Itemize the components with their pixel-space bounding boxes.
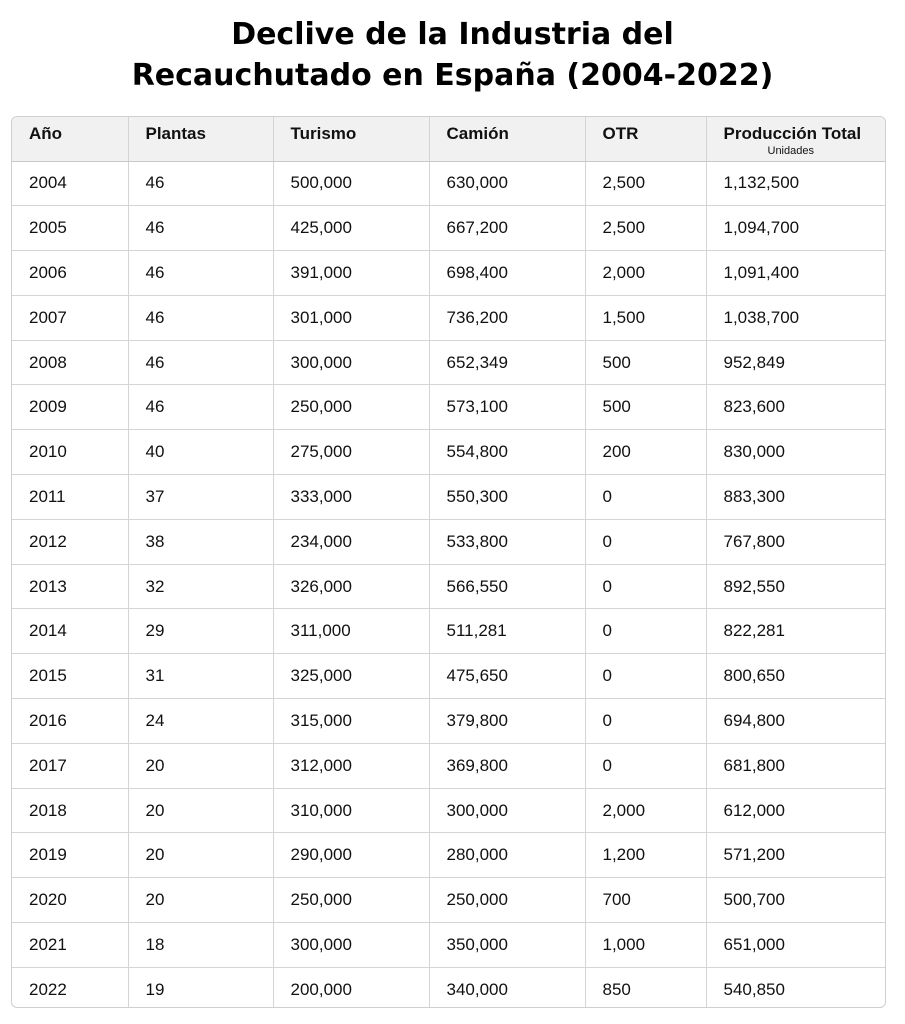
cell-plants: 20	[128, 878, 273, 923]
table-row	[12, 295, 885, 340]
cell-total: 571,200	[706, 833, 885, 878]
cell-plants: 40	[128, 430, 273, 475]
header-camion: Camión	[429, 117, 585, 161]
cell-plants: 24	[128, 699, 273, 744]
cell-year: 2006	[12, 251, 128, 296]
cell-year: 2020	[12, 878, 128, 923]
cell-year: 2015	[12, 654, 128, 699]
table-row	[12, 788, 885, 833]
cell-plants: 32	[128, 564, 273, 609]
table-row	[12, 878, 885, 923]
cell-year: 2016	[12, 699, 128, 744]
cell-otr: 2,500	[585, 206, 706, 251]
cell-total: 1,091,400	[706, 251, 885, 296]
cell-total: 1,094,700	[706, 206, 885, 251]
cell-camion: 736,200	[429, 295, 585, 340]
cell-plants: 38	[128, 519, 273, 564]
cell-plants: 18	[128, 923, 273, 968]
cell-turismo: 250,000	[273, 878, 429, 923]
cell-total: 892,550	[706, 564, 885, 609]
cell-camion: 511,281	[429, 609, 585, 654]
cell-plants: 29	[128, 609, 273, 654]
header-plants: Plantas	[128, 117, 273, 161]
cell-turismo: 391,000	[273, 251, 429, 296]
cell-plants: 46	[128, 340, 273, 385]
table-header	[12, 117, 885, 161]
cell-total: 1,038,700	[706, 295, 885, 340]
cell-turismo: 250,000	[273, 385, 429, 430]
cell-camion: 550,300	[429, 475, 585, 520]
cell-camion: 280,000	[429, 833, 585, 878]
cell-otr: 0	[585, 743, 706, 788]
cell-year: 2005	[12, 206, 128, 251]
table-row	[12, 699, 885, 744]
cell-total: 952,849	[706, 340, 885, 385]
cell-otr: 700	[585, 878, 706, 923]
cell-otr: 500	[585, 340, 706, 385]
cell-total: 540,850	[723, 979, 785, 999]
cell-plants: 46	[128, 161, 273, 206]
cell-total: 651,000	[706, 923, 885, 968]
cell-total: 500,700	[706, 878, 885, 923]
cell-camion: 652,349	[429, 340, 585, 385]
cell-total: 800,650	[706, 654, 885, 699]
table-row	[12, 475, 885, 520]
table-row	[12, 161, 885, 206]
table-row	[12, 385, 885, 430]
cell-camion: 379,800	[429, 699, 585, 744]
cell-year: 2022	[12, 967, 128, 1008]
cell-turismo: 425,000	[273, 206, 429, 251]
header-total-units: Unidades	[767, 145, 814, 157]
cell-year: 2007	[12, 295, 128, 340]
cell-total: 1,132,500	[706, 161, 885, 206]
cell-total: 830,000	[706, 430, 885, 475]
table-row	[12, 430, 885, 475]
cell-year: 2014	[12, 609, 128, 654]
cell-otr: 1,500	[585, 295, 706, 340]
cell-plants: 20	[128, 743, 273, 788]
table-row	[12, 251, 885, 296]
cell-year: 2018	[12, 788, 128, 833]
cell-plants: 37	[128, 475, 273, 520]
cell-turismo: 290,000	[273, 833, 429, 878]
cell-camion: 250,000	[429, 878, 585, 923]
cell-year: 2011	[12, 475, 128, 520]
table-row	[12, 967, 885, 1008]
cell-year: 2013	[12, 564, 128, 609]
cell-camion: 566,550	[429, 564, 585, 609]
header-turismo: Turismo	[273, 117, 429, 161]
page-title	[0, 14, 905, 96]
cell-turismo: 300,000	[273, 340, 429, 385]
cell-turismo: 234,000	[273, 519, 429, 564]
cell-camion: 369,800	[429, 743, 585, 788]
table-row	[12, 564, 885, 609]
cell-turismo: 333,000	[273, 475, 429, 520]
cell-plants: 20	[128, 788, 273, 833]
cell-total: 694,800	[706, 699, 885, 744]
cell-year: 2004	[12, 161, 128, 206]
cell-otr: 1,000	[585, 923, 706, 968]
cell-year: 2021	[12, 923, 128, 968]
cell-camion: 573,100	[429, 385, 585, 430]
table-body	[12, 161, 885, 1008]
cell-plants: 46	[128, 206, 273, 251]
cell-camion: 667,200	[429, 206, 585, 251]
cell-camion: 554,800	[429, 430, 585, 475]
cell-total: 822,281	[706, 609, 885, 654]
table-row	[12, 923, 885, 968]
cell-year: 2009	[12, 385, 128, 430]
cell-turismo: 326,000	[273, 564, 429, 609]
cell-plants: 46	[128, 295, 273, 340]
table-row	[12, 206, 885, 251]
cell-camion: 350,000	[429, 923, 585, 968]
cell-otr: 0	[585, 699, 706, 744]
cell-turismo: 300,000	[273, 923, 429, 968]
cell-plants: 20	[128, 833, 273, 878]
cell-otr: 0	[585, 609, 706, 654]
header-otr: OTR	[585, 117, 706, 161]
cell-plants: 46	[128, 385, 273, 430]
cell-otr: 0	[585, 519, 706, 564]
cell-turismo: 311,000	[273, 609, 429, 654]
cell-camion: 533,800	[429, 519, 585, 564]
cell-total: 823,600	[706, 385, 885, 430]
cell-plants: 46	[128, 251, 273, 296]
cell-otr: 0	[585, 654, 706, 699]
production-table	[12, 117, 885, 1008]
cell-camion: 340,000	[429, 967, 585, 1008]
cell-otr: 2,500	[585, 161, 706, 206]
data-table-container	[11, 116, 886, 1008]
cell-otr: 850	[585, 967, 706, 1008]
cell-otr: 0	[585, 475, 706, 520]
header-year: Año	[12, 117, 128, 161]
cell-otr: 0	[585, 564, 706, 609]
cell-otr: 2,000	[585, 251, 706, 296]
table-row	[12, 609, 885, 654]
table-row	[12, 833, 885, 878]
cell-otr: 2,000	[585, 788, 706, 833]
cell-total: 681,800	[706, 743, 885, 788]
cell-otr: 500	[585, 385, 706, 430]
cell-total: 612,000	[706, 788, 885, 833]
cell-turismo: 301,000	[273, 295, 429, 340]
header-total-label: Producción Total	[723, 124, 862, 143]
title-line-2: Recauchutado en España (2004-2022)	[131, 58, 774, 93]
cell-camion: 698,400	[429, 251, 585, 296]
cell-plants: 19	[128, 967, 273, 1008]
cell-year: 2010	[12, 430, 128, 475]
cell-year: 2008	[12, 340, 128, 385]
cell-plants: 31	[128, 654, 273, 699]
cell-year: 2017	[12, 743, 128, 788]
cell-turismo: 500,000	[273, 161, 429, 206]
table-row	[12, 654, 885, 699]
table-row	[12, 340, 885, 385]
cell-turismo: 315,000	[273, 699, 429, 744]
cell-turismo: 200,000	[273, 967, 429, 1008]
table-row	[12, 743, 885, 788]
table-row	[12, 519, 885, 564]
cell-otr: 200	[585, 430, 706, 475]
cell-total: 883,300	[706, 475, 885, 520]
cell-camion: 300,000	[429, 788, 585, 833]
cell-camion: 630,000	[429, 161, 585, 206]
cell-camion: 475,650	[429, 654, 585, 699]
cell-year: 2019	[12, 833, 128, 878]
cell-otr: 1,200	[585, 833, 706, 878]
header-total	[706, 117, 885, 161]
header-row	[12, 117, 885, 161]
title-line-1: Declive de la Industria del	[231, 17, 674, 52]
cell-turismo: 312,000	[273, 743, 429, 788]
cell-year: 2012	[12, 519, 128, 564]
cell-turismo: 310,000	[273, 788, 429, 833]
cell-turismo: 325,000	[273, 654, 429, 699]
cell-total: 767,800	[706, 519, 885, 564]
cell-turismo: 275,000	[273, 430, 429, 475]
